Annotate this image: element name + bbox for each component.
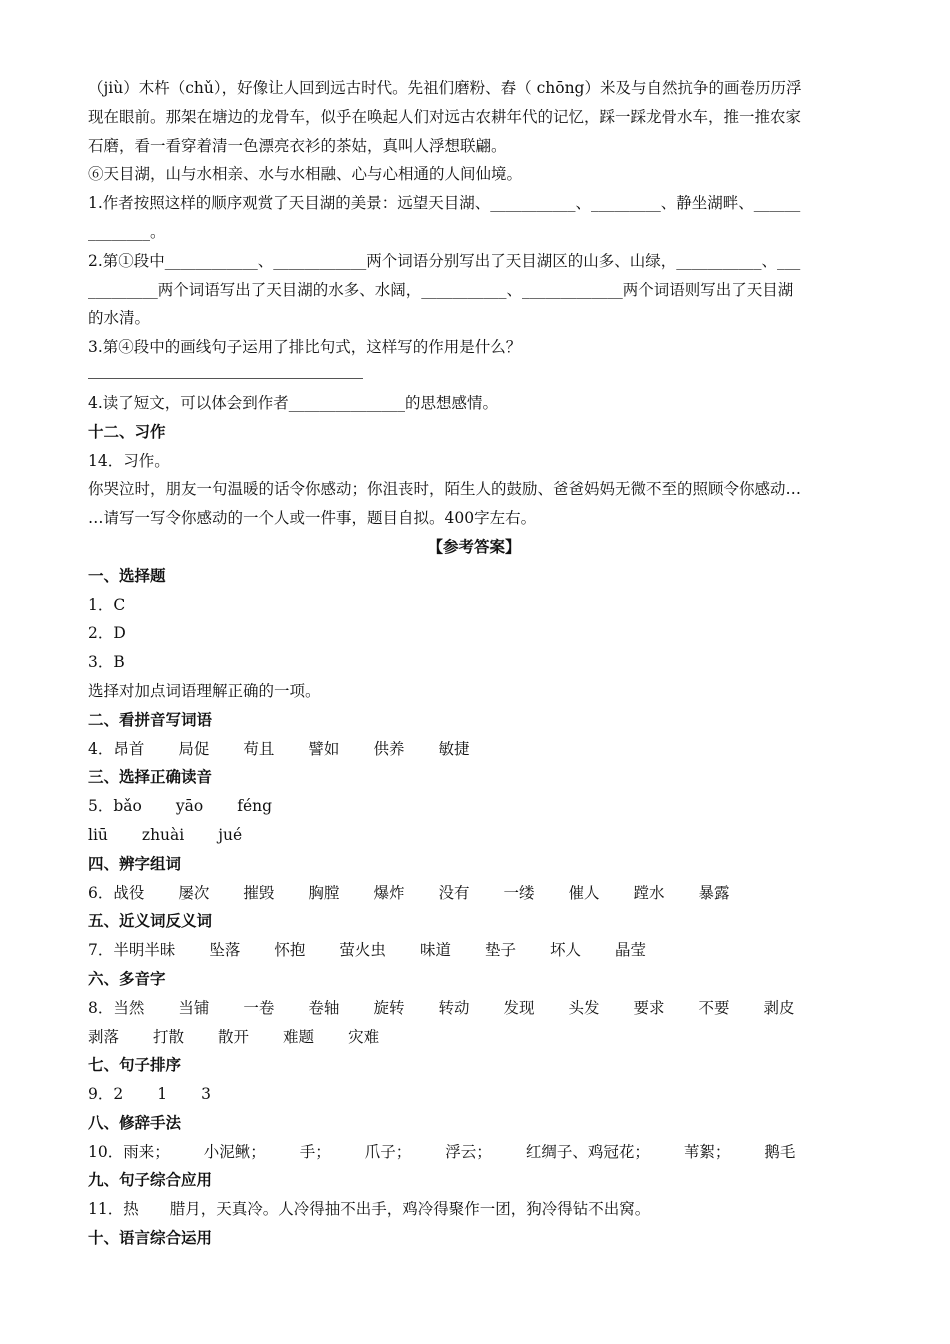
- answer-item: 红绸子、鸡冠花；: [525, 1142, 650, 1161]
- answer-number: 5．: [88, 797, 114, 816]
- answer-word: 怀抱: [274, 941, 306, 960]
- answer-item: 3: [201, 1085, 211, 1104]
- question-4: 4.读了短文，可以体会到作者_______________的思想感情。: [88, 393, 499, 412]
- section-heading: 六、多音字: [88, 969, 166, 988]
- writing-prompt-line: 你哭泣时，朋友一句温暖的话令你感动；你沮丧时，陌生人的鼓励、爸爸妈妈无微不至的照顾令你感动…: [88, 480, 802, 499]
- answer-word: 发现: [503, 998, 535, 1017]
- answer-word: 爆炸: [373, 883, 405, 902]
- answer-word: 一卷: [243, 998, 275, 1017]
- question-line: 1.作者按照这样的顺序观赏了天目湖的美景：远望天目湖、___________、_________、静坐湖畔、______: [88, 194, 801, 213]
- answer-word: 坠落: [209, 941, 241, 960]
- answer-word: 局促: [178, 739, 210, 758]
- writing-prompt-line: …请写一写令你感动的一个人或一件事，题目自拟。400字左右。: [88, 509, 537, 528]
- passage-line: 石磨，看一看穿着清一色漂亮衣衫的茶姑，真叫人浮想联翩。: [88, 136, 507, 155]
- answer-word: 要求: [633, 998, 665, 1017]
- answer-pinyin: jué: [218, 825, 243, 844]
- answer-row: [88, 1080, 860, 1109]
- answer-item: 1．C: [88, 595, 126, 614]
- answer-word: 难题: [283, 1027, 315, 1046]
- question-line: 的水清。: [88, 309, 151, 328]
- answer-row: [88, 821, 860, 850]
- answer-word: 不要: [698, 998, 730, 1017]
- question-14: 14．习作。: [88, 451, 170, 470]
- question-line: _________两个词语写出了天目湖的水多、水阔，___________、_____________两个词语则写出了天目湖: [88, 280, 794, 299]
- answer-word: 苟且: [243, 739, 275, 758]
- answer-word: 灾难: [348, 1027, 380, 1046]
- answer-word: 当然: [113, 998, 145, 1017]
- section-heading: 一、选择题: [88, 566, 166, 585]
- answer-item: 鹅毛: [764, 1142, 796, 1161]
- question-line: 2.第①段中____________、____________两个词语分别写出了天目湖区的山多、山绿，___________、___: [88, 251, 801, 270]
- answer-word: 屡次: [178, 883, 210, 902]
- section-heading: 十二、习作: [88, 422, 166, 441]
- answer-item: 爪子；: [364, 1142, 412, 1161]
- answer-word: 摧毁: [243, 883, 275, 902]
- answer-number: 4．: [88, 739, 114, 758]
- answer-pinyin: féng: [237, 797, 273, 816]
- answer-word: 散开: [218, 1027, 250, 1046]
- answer-word: 味道: [419, 941, 451, 960]
- answer-number: 8．: [88, 998, 114, 1017]
- answer-item: 2: [113, 1085, 124, 1104]
- question-line: ________。: [88, 222, 166, 241]
- question-1: [88, 189, 860, 247]
- answer-word: 当铺: [178, 998, 210, 1017]
- answer-word: 头发: [568, 998, 600, 1017]
- answer-number: 6．: [88, 883, 114, 902]
- answer-word: 蹚水: [633, 883, 665, 902]
- section-heading: 三、选择正确读音: [88, 768, 213, 787]
- answer-word: 没有: [438, 883, 470, 902]
- passage-line: 现在眼前。那架在塘边的龙骨车，似乎在唤起人们对远古农耕年代的记忆，踩一踩龙骨水车，推一推农家: [88, 107, 802, 126]
- answer-pinyin: liū: [88, 825, 108, 844]
- answer-pinyin: bǎo: [113, 797, 142, 816]
- answer-word: 萤火虫: [339, 941, 386, 960]
- answer-word: 一缕: [503, 883, 535, 902]
- section-heading: 十、语言综合运用: [88, 1229, 213, 1248]
- answer-item: 11．热 腊月，天真冷。人冷得抽不出手，鸡冷得聚作一团，狗冷得钻不出窝。: [88, 1200, 651, 1219]
- section-heading: 五、近义词反义词: [88, 912, 213, 931]
- answer-key-title: 【参考答案】: [427, 537, 521, 556]
- answer-word: 昂首: [113, 739, 145, 758]
- answer-item: 苇絮；: [683, 1142, 731, 1161]
- answer-note: 选择对加点词语理解正确的一项。: [88, 681, 321, 700]
- answer-word: 譬如: [308, 739, 340, 758]
- answer-word: 供养: [373, 739, 405, 758]
- answer-item: 1: [157, 1085, 168, 1104]
- answer-word: 旋转: [373, 998, 405, 1017]
- answer-item: 2．D: [88, 624, 126, 643]
- answer-pinyin: zhuài: [141, 825, 185, 844]
- answer-word: 转动: [438, 998, 470, 1017]
- answer-word: 催人: [568, 883, 600, 902]
- answer-word: 半明半昧: [113, 941, 176, 960]
- answer-word: 敏捷: [438, 739, 470, 758]
- passage-line: （jiù）木杵（chǔ），好像让人回到远古时代。先祖们磨粉、舂（ chōng）米及与自然抗争的画卷历历浮: [88, 79, 802, 97]
- answer-item: 小泥鳅；: [203, 1142, 266, 1161]
- answer-row: [88, 994, 860, 1023]
- answer-item: 3．B: [88, 653, 125, 672]
- answer-item: 浮云；: [445, 1142, 492, 1161]
- answer-row: [88, 1023, 860, 1052]
- section-heading: 七、句子排序: [88, 1056, 182, 1075]
- question-2: [88, 247, 860, 333]
- answer-blank-line: [88, 364, 363, 379]
- answer-word: 打散: [153, 1027, 185, 1046]
- passage: [88, 74, 860, 189]
- answer-row: [88, 936, 860, 965]
- passage-line: ⑥天目湖，山与水相亲、水与水相融、心与心相通的人间仙境。: [88, 165, 523, 184]
- answer-number: 7．: [88, 941, 114, 960]
- answer-word: 晶莹: [614, 941, 646, 960]
- question-3: 3.第④段中的画线句子运用了排比句式，这样写的作用是什么？: [88, 338, 522, 357]
- answer-word: 卷轴: [308, 998, 340, 1017]
- answer-number: 9．: [88, 1085, 114, 1104]
- section-heading: 二、看拼音写词语: [88, 710, 213, 729]
- answer-word: 剥皮: [763, 998, 795, 1017]
- answer-number: 10．: [88, 1142, 124, 1161]
- answer-row: [88, 879, 860, 908]
- answer-row: [88, 735, 860, 764]
- answer-word: 胸膛: [308, 883, 340, 902]
- answer-item: 手；: [299, 1142, 331, 1161]
- section-heading: 四、辨字组词: [88, 854, 182, 873]
- answer-row: [88, 1138, 860, 1167]
- answer-item: 雨来；: [123, 1142, 170, 1161]
- answer-row: [88, 792, 860, 821]
- section-heading: 八、修辞手法: [88, 1113, 182, 1132]
- answer-word: 垫子: [484, 941, 516, 960]
- answer-word: 坏人: [549, 941, 581, 960]
- answer-word: 暴露: [698, 883, 730, 902]
- answer-word: 战役: [113, 883, 145, 902]
- section-heading: 九、句子综合应用: [88, 1171, 213, 1190]
- answer-pinyin: yāo: [175, 797, 204, 816]
- answer-word: 剥落: [88, 1027, 120, 1046]
